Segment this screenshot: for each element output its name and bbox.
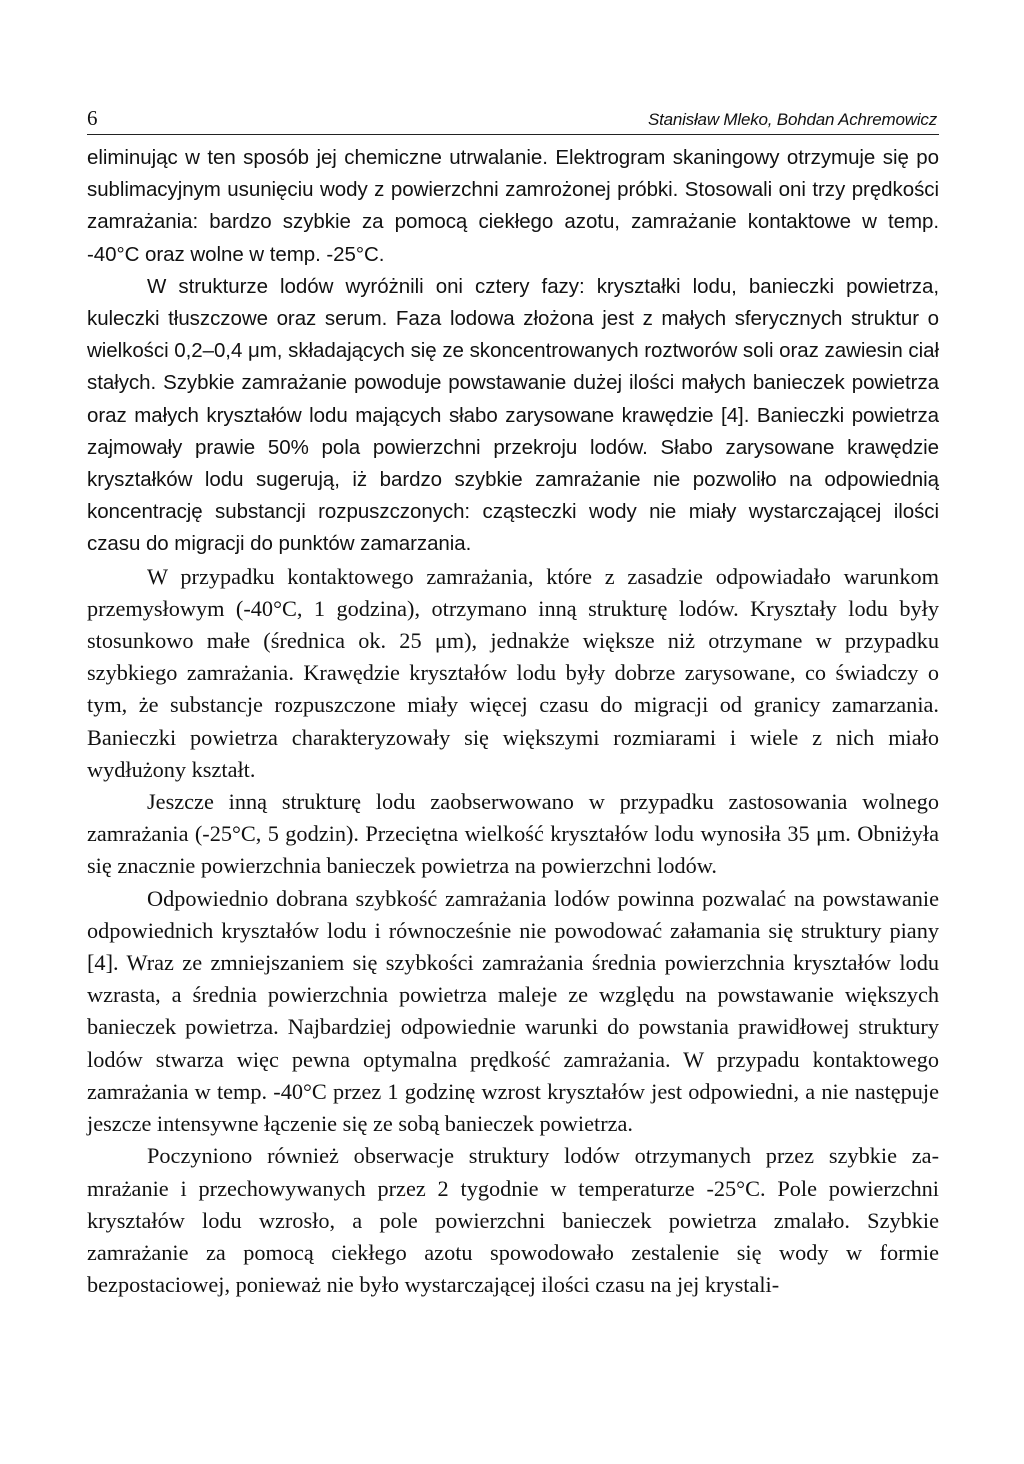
header-authors: Stanisław Mleko, Bohdan Achremowicz bbox=[647, 110, 937, 129]
page-number: 6 bbox=[87, 106, 98, 130]
body-text bbox=[87, 142, 939, 1301]
paragraph-4: Jeszcze inną strukturę lodu zaobserwowano w przypadku zastosowania wolnego zamrażania (-25°C, 5 godzin). Przeciętna wielkość kryształów lodu wynosiła 35 μm. Obniżyła się znacznie powierzchnia banieczek powietrza na powierzchni lodów. bbox=[87, 789, 939, 879]
paragraph-2: W strukturze lodów wyróżnili oni cztery fazy: kryształki lodu, banieczki powietrza, kuleczki tłuszczowe oraz serum. Faza lodowa złożona jest z małych sferycznych struktur o wielkości 0,2–0,4 μm, składających się ze skoncentrowanych roztworów soli oraz zawiesin ciał stałych. Szybkie zamrażanie powoduje powstawanie dużej ilości małych banieczek powietrza oraz małych kryształów lodu mających słabo zarysowane krawędzie [4]. Banieczki powietrza zajmowały prawie 50% pola powierzchni przekroju lodów. Słabo zarysowane krawędzie kryształków lodu sugerują, iż bardzo szybkie zamrażanie nie pozwoliło na odpowiednią koncentrację substancji rozpuszczonych: cząsteczki wody nie miały wystarczającej ilości czasu do migracji do punktów zamarzania. bbox=[87, 274, 939, 556]
document-page bbox=[87, 104, 939, 1301]
running-header bbox=[87, 104, 939, 135]
paragraph-3: W przypadku kontaktowego zamrażania, które z zasadzie odpowiadało warunkom przemysłowym (-40°C, 1 godzina), otrzymano inną strukturę lodów. Kryształy lodu były stosunkowo małe (średnica ok. 25 μm), jednakże większe niż otrzymane w przypadku szybkiego zamrażania. Krawędzie kryształów lodu były dobrze zarysowane, co świadczy o tym, że substancje rozpuszczone miały więcej czasu do migracji od granicy zamarzania. Banieczki powietrza charakteryzowały się większymi rozmiarami i wiele z nich miało wydłużony kształt. bbox=[87, 563, 939, 782]
paragraph-6: Poczyniono również obserwacje struktury lodów otrzymanych przez szybkie zamrażanie i przechowywanych przez 2 tygodnie w temperaturze -25°C. Pole powierzchni kryształów lodu wzrosło, a pole powierzchni banieczek powietrza zmalało. Szybkie zamrażanie za pomocą ciekłego azotu spowodowało zestalenie się wody w formie bezpostaciowej, ponieważ nie było wystarczającej ilości czasu na jej krystali- bbox=[87, 1143, 939, 1298]
paragraph-1: eliminując w ten sposób jej chemiczne utrwalanie. Elektrogram skaningowy otrzymuje się po sublimacyjnym usunięciu wody z powierzchni zamrożonej próbki. Stosowali oni trzy prędkości zamrażania: bardzo szybkie za pomocą ciekłego azotu, zamrażanie kontaktowe w temp. -40°C oraz wolne w temp. -25°C. bbox=[87, 146, 939, 266]
paragraph-5: Odpowiednio dobrana szybkość zamrażania lodów powinna pozwalać na powstawanie odpowiednich kryształów lodu i równocześnie nie powodować załamania się struktury piany [4]. Wraz ze zmniejszaniem się szybkości zamrażania średnia powierzchnia kryształów lodu wzrasta, a średnia powierzchnia powietrza maleje ze względu na powstawanie większych banieczek powietrza. Najbardziej odpowiednie warunki do powstania prawidłowej struktury lodów stwarza więc pewna optymalna prędkość zamrażania. W przypadu kontaktowego zamrażania w temp. -40°C przez 1 godzinę wzrost kryształów jest odpowiedni, a nie następuje jeszcze intensywne łączenie się ze sobą banieczek powietrza. bbox=[87, 885, 939, 1137]
